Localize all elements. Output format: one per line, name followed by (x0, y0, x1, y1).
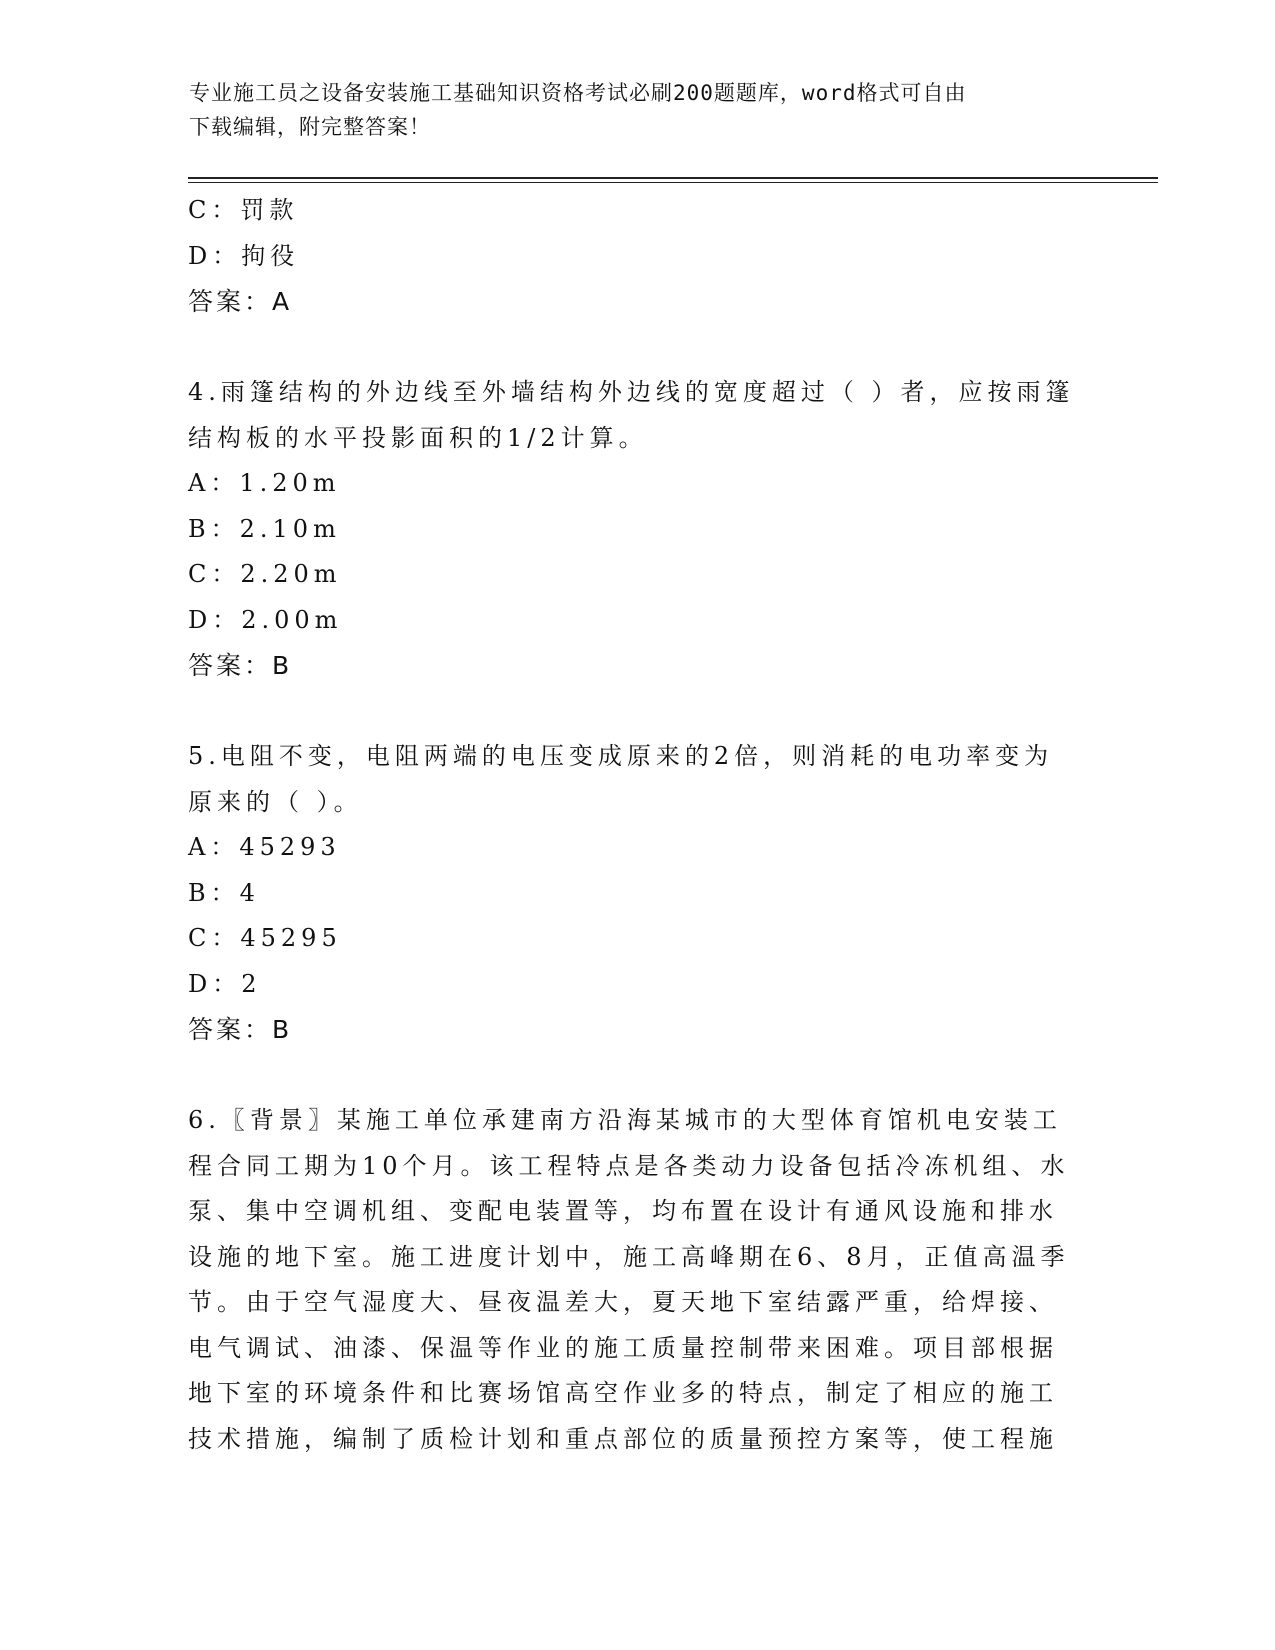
q6-line: 地下室的环境条件和比赛场馆高空作业多的特点，制定了相应的施工 (188, 1379, 1058, 1407)
question-5 (188, 734, 1088, 1053)
q6-line: 6.〖背景〗某施工单位承建南方沿海某城市的大型体育馆机电安装工 (188, 1106, 1062, 1134)
question-3-continued (188, 188, 1088, 325)
header-divider-thin (188, 182, 1158, 183)
q4-option-b: B：2.10m (188, 514, 341, 543)
q4-stem-line-1: 4.雨篷结构的外边线至外墙结构外边线的宽度超过（ ）者，应按雨篷 (188, 378, 1075, 406)
document-header (189, 76, 1069, 144)
header-divider-thick (188, 177, 1158, 179)
q5-stem-line-1: 5.电阻不变，电阻两端的电压变成原来的2倍，则消耗的电功率变为 (188, 742, 1054, 770)
q5-option-a: A：45293 (188, 833, 341, 861)
q5-answer: 答案：B (188, 1015, 293, 1044)
spacer (188, 325, 1088, 371)
q6-line: 电气调试、油漆、保温等作业的施工质量控制带来困难。项目部根据 (188, 1333, 1058, 1362)
q5-option-d: D：2 (188, 969, 262, 998)
q4-stem-line-2: 结构板的水平投影面积的1/2计算。 (188, 423, 648, 452)
q4-option-d: D：2.00m (188, 605, 343, 634)
q5-option-b: B：4 (188, 878, 260, 907)
q6-line: 技术措施，编制了质检计划和重点部位的质量预控方案等，使工程施 (188, 1424, 1058, 1453)
q3-option-d: D：拘役 (188, 241, 300, 270)
q6-line: 泵、集中空调机组、变配电装置等，均布置在设计有通风设施和排水 (188, 1197, 1058, 1225)
q6-line: 程合同工期为10个月。该工程特点是各类动力设备包括冷冻机组、水 (188, 1151, 1070, 1180)
question-4 (188, 370, 1088, 689)
q5-stem-line-2: 原来的（ ）。 (188, 787, 363, 816)
spacer (188, 689, 1088, 735)
q4-option-c: C：2.20m (188, 560, 342, 588)
spacer (188, 1053, 1088, 1099)
q5-option-c: C：45295 (188, 924, 342, 952)
q3-answer: 答案：A (188, 287, 293, 316)
q3-option-c: C：罚款 (188, 196, 299, 224)
document-body (188, 188, 1088, 1462)
question-6 (188, 1098, 1088, 1462)
q4-answer: 答案：B (188, 651, 293, 680)
q6-line: 节。由于空气湿度大、昼夜温差大，夏天地下室结露严重，给焊接、 (188, 1288, 1058, 1316)
q6-line: 设施的地下室。施工进度计划中，施工高峰期在6、8月，正值高温季 (188, 1242, 1070, 1271)
header-title-line-2: 下载编辑，附完整答案！ (189, 115, 431, 139)
q4-option-a: A：1.20m (188, 469, 341, 497)
header-title-line-1: 专业施工员之设备安装施工基础知识资格考试必刷200题题库，word格式可自由 (189, 81, 967, 105)
